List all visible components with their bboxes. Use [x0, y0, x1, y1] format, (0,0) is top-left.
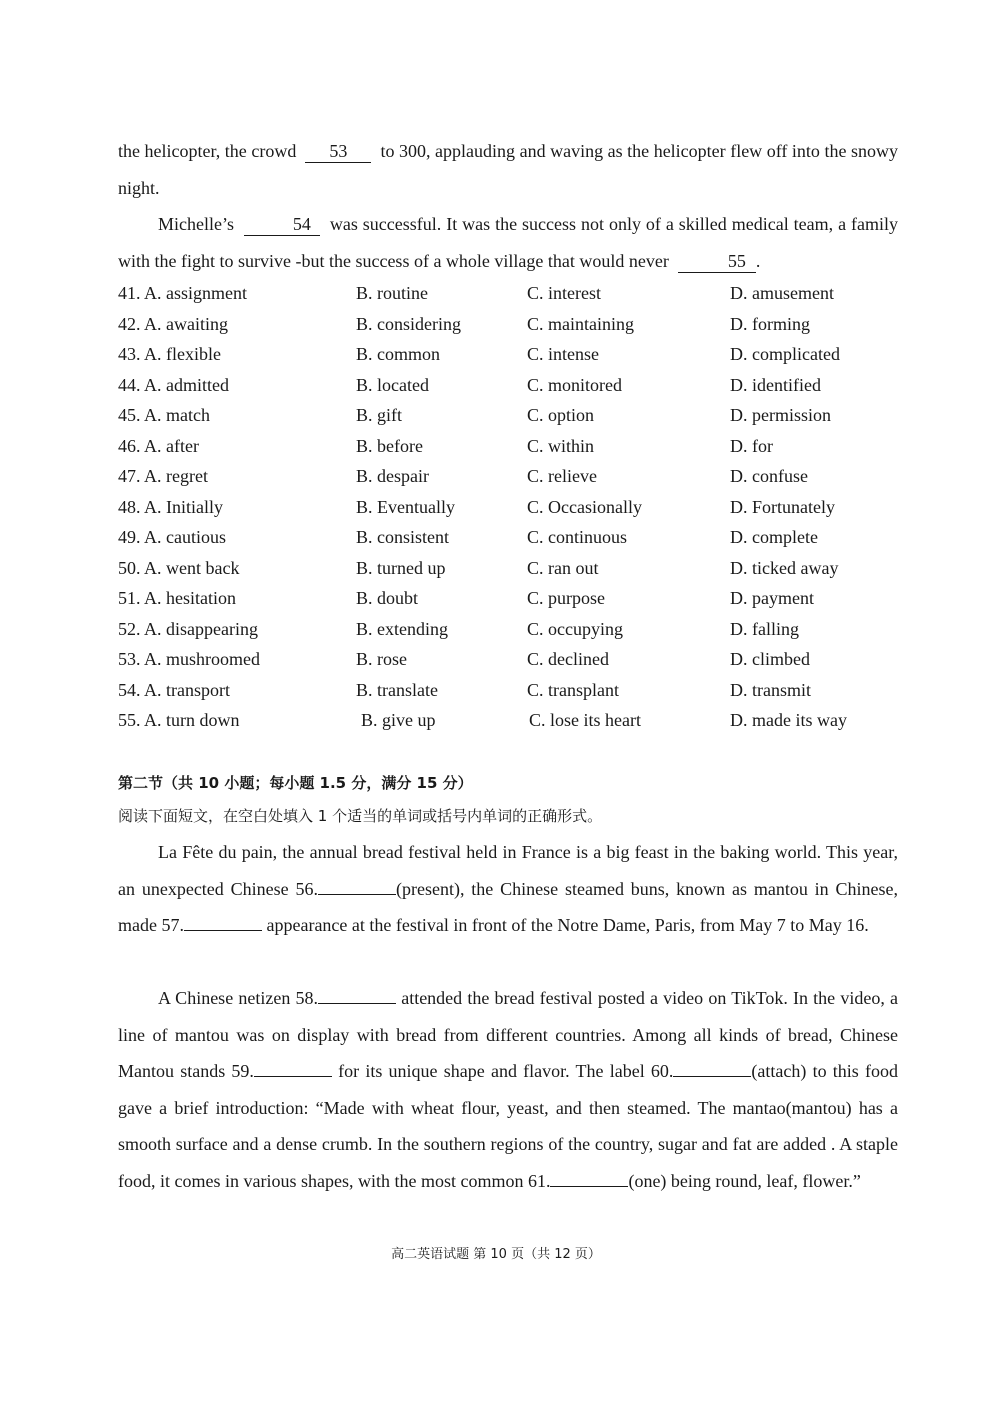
option-c: C. intense [527, 344, 599, 364]
option-row [118, 675, 898, 706]
option-a: 45. A. match [118, 405, 210, 425]
passage-text: (attach) to this food gave a brief introduction: “Made with wheat flour, yeast, and then steamed. The mantao(mantou) has a smooth surface and a dense crumb. In the southern regions of the country, sugar and fat are added . A staple food, it comes in various shapes, with the most common 61. [118, 1061, 898, 1191]
passage-text: (present), the Chinese steamed buns, known as mantou in Chinese, made 57. [118, 878, 899, 935]
option-a: 51. A. hesitation [118, 588, 236, 608]
option-c: C. declined [527, 649, 609, 669]
passage-text: to 300, applauding and waving as the helicopter flew off into the snowy night. [118, 141, 898, 198]
option-b: B. translate [356, 679, 438, 700]
option-row [118, 644, 898, 675]
option-c: C. occupying [527, 618, 623, 639]
option-row [118, 492, 898, 523]
fill-blank-60[interactable] [673, 1060, 751, 1077]
option-c: C. Occasionally [527, 496, 642, 517]
option-d: D. payment [730, 588, 814, 608]
section-instruction: 阅读下面短文，在空白处填入 1 个适当的单词或括号内单词的正确形式。 [118, 807, 603, 825]
option-b: B. extending [356, 618, 448, 639]
option-c: C. maintaining [527, 313, 634, 334]
option-d: D. identified [730, 374, 821, 395]
option-b: B. doubt [356, 588, 419, 608]
option-d: D. confuse [730, 466, 808, 486]
option-a: 44. A. admitted [118, 374, 229, 395]
fill-blank-57[interactable] [184, 914, 262, 931]
option-b: B. before [356, 435, 423, 456]
option-c: C. continuous [527, 527, 628, 547]
option-c: C. option [527, 405, 595, 425]
option-a: 49. A. cautious [118, 527, 226, 547]
option-d: D. ticked away [730, 557, 839, 578]
answer-blank-55: 55 [678, 250, 756, 273]
option-c: C. lose its heart [529, 710, 641, 730]
option-d: D. complete [730, 527, 818, 547]
option-d: D. transmit [730, 679, 811, 700]
option-row [118, 553, 898, 584]
option-b: B. Eventually [356, 496, 455, 517]
option-c: C. monitored [527, 374, 622, 395]
passage-text: the helicopter, the crowd [118, 141, 297, 161]
passage-text: appearance at the festival in front of the Notre Dame, Paris, from May 7 to May 16. [266, 915, 869, 935]
option-a: 46. A. after [118, 435, 199, 456]
option-c: C. interest [527, 283, 601, 303]
option-row [118, 431, 898, 462]
option-b: B. routine [356, 283, 428, 303]
option-b: B. located [356, 374, 429, 395]
option-row [118, 370, 898, 401]
option-b: B. give up [361, 710, 436, 730]
answer-blank-53: 53 [305, 140, 371, 163]
option-c: C. purpose [527, 588, 605, 608]
option-c: C. transplant [527, 679, 619, 700]
passage-text: A Chinese netizen 58. [158, 988, 319, 1008]
passage-text: for its unique shape and flavor. The label 60. [338, 1061, 674, 1081]
option-d: D. amusement [730, 283, 834, 303]
option-row [118, 339, 898, 370]
option-a: 48. A. Initially [118, 496, 223, 517]
option-d: D. Fortunately [730, 496, 835, 517]
options-table [118, 278, 898, 736]
fill-blank-61[interactable] [550, 1170, 628, 1187]
page-footer: 高二英语试题 第 10 页（共 12 页） [391, 1247, 601, 1262]
option-b: B. despair [356, 466, 429, 486]
option-row [118, 705, 898, 736]
option-d: D. forming [730, 313, 810, 334]
option-d: D. falling [730, 618, 799, 639]
option-a: 54. A. transport [118, 679, 230, 700]
option-b: B. considering [356, 313, 461, 334]
option-a: 52. A. disappearing [118, 618, 258, 639]
passage-text: attended the bread festival posted a video on TikTok. In the video, a line of mantou was on display with bread from different countries. Among all kinds of bread, Chinese Mantou stands 59. [118, 988, 898, 1081]
option-b: B. consistent [356, 527, 449, 547]
passage-paragraph-1 [118, 133, 898, 206]
passage-text: La Fête du pain, the annual bread festival held in France is a big feast in the baking world. This year, an unexpected Chinese 56. [118, 842, 898, 899]
option-row [118, 278, 898, 309]
fill-blank-58[interactable] [318, 987, 396, 1004]
option-a: 53. A. mushroomed [118, 649, 260, 669]
passage-text: . [755, 250, 761, 271]
passage2-paragraph-1 [118, 834, 898, 944]
option-d: D. climbed [730, 649, 810, 669]
option-d: D. permission [730, 405, 831, 425]
passage-text: Michelle’s [158, 214, 234, 234]
passage-paragraph-2 [118, 206, 898, 279]
option-row [118, 461, 898, 492]
option-a: 55. A. turn down [118, 710, 240, 730]
option-a: 42. A. awaiting [118, 313, 228, 334]
answer-blank-54: 54 [244, 213, 320, 236]
option-row [118, 583, 898, 614]
option-row [118, 400, 898, 431]
passage-text: was successful. It was the success not only of a skilled medical team, a family with the fight to survive -but the success of a whole village that would never [118, 214, 899, 271]
option-a: 43. A. flexible [118, 344, 221, 364]
option-a: 47. A. regret [118, 466, 208, 486]
fill-blank-59[interactable] [254, 1060, 332, 1077]
passage-text: (one) being round, leaf, flower.” [628, 1170, 861, 1191]
option-b: B. gift [356, 405, 403, 425]
option-row [118, 614, 898, 645]
option-d: D. made its way [730, 710, 847, 730]
option-b: B. common [356, 344, 440, 364]
option-row [118, 309, 898, 340]
option-d: D. for [730, 435, 773, 456]
option-c: C. within [527, 435, 595, 456]
option-b: B. turned up [356, 557, 446, 578]
option-b: B. rose [356, 649, 407, 669]
option-a: 50. A. went back [118, 557, 240, 578]
fill-blank-56[interactable] [318, 878, 396, 895]
section-title: 第二节（共 10 小题；每小题 1.5 分，满分 15 分） [118, 774, 473, 792]
option-a: 41. A. assignment [118, 283, 247, 303]
option-row [118, 522, 898, 553]
option-c: C. ran out [527, 557, 599, 578]
option-d: D. complicated [730, 344, 840, 364]
option-c: C. relieve [527, 466, 597, 486]
passage2-paragraph-2 [118, 980, 898, 1199]
